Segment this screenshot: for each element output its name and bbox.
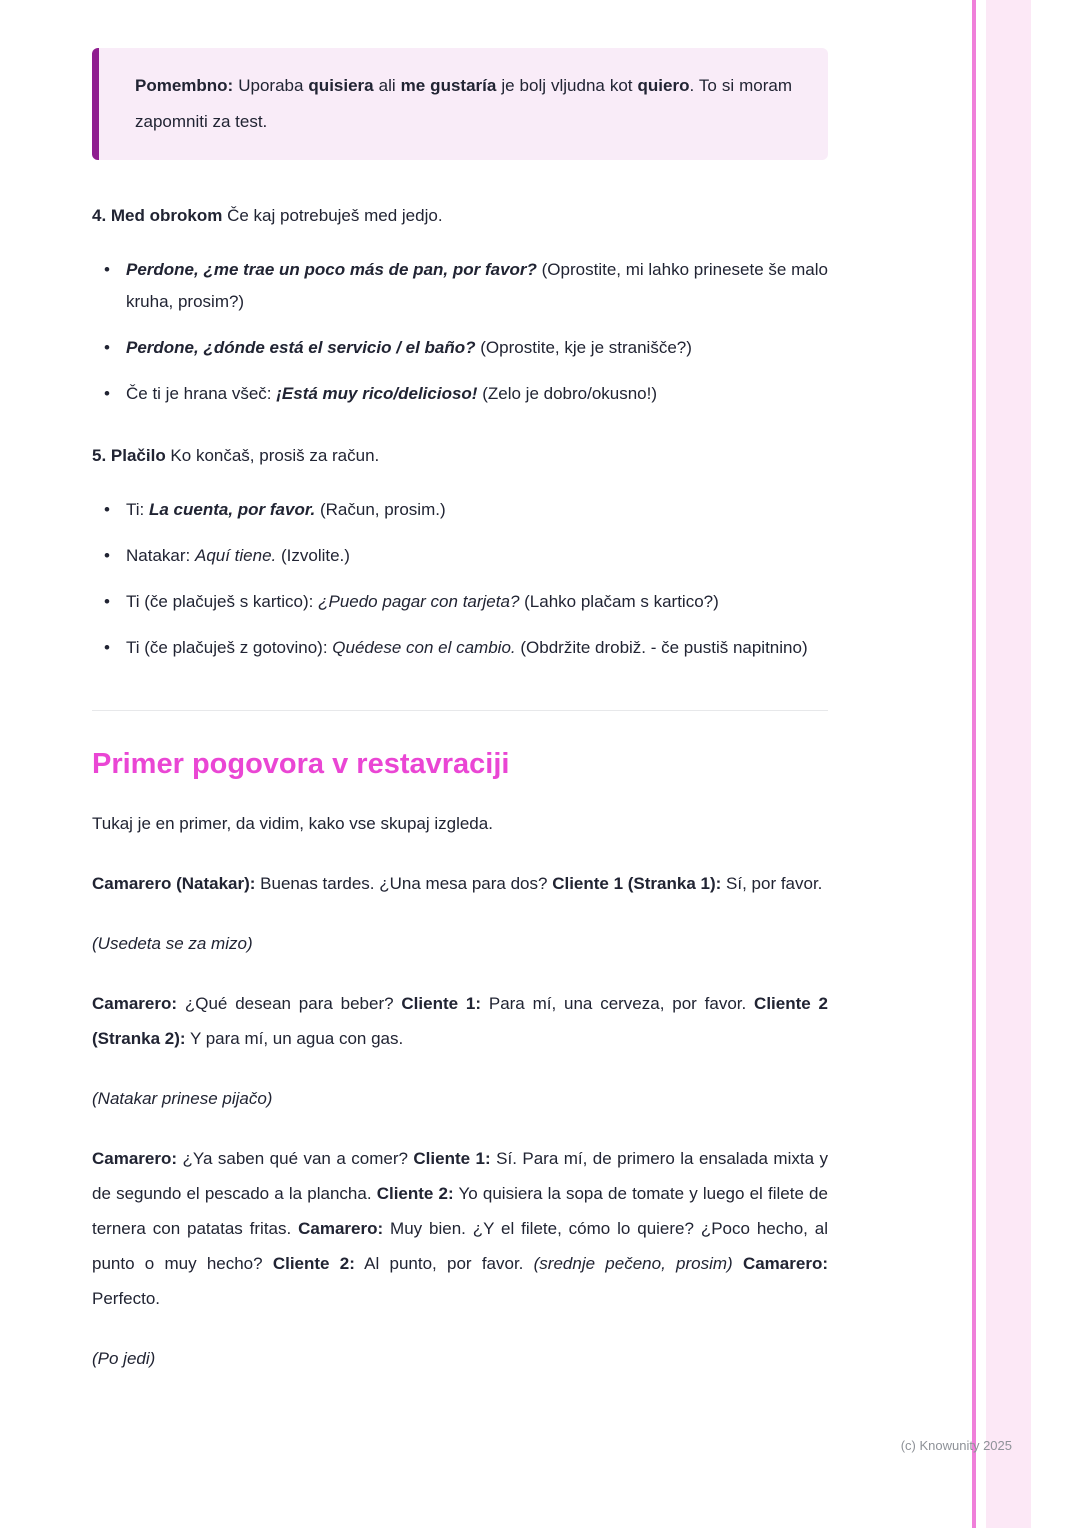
stage-direction: (Usedeta se za mizo) [92,934,253,953]
section-4-list [92,254,828,410]
stage-direction: (Po jedi) [92,1349,156,1368]
content-divider [92,710,828,711]
section-5-heading: 5. Plačilo Ko končaš, prosiš za račun. [92,446,380,465]
section-5-list [92,494,828,664]
document-content [92,0,828,1376]
list-item: • Če ti je hrana všeč: ¡Está muy rico/delicioso! (Zelo je dobro/okusno!) [104,378,828,410]
section-4-heading: 4. Med obrokom Če kaj potrebuješ med jedjo. [92,206,443,225]
dialogue-paragraph: Camarero (Natakar): Buenas tardes. ¿Una mesa para dos? Cliente 1 (Stranka 1): Sí, por favor. [92,874,823,893]
right-accent-band [986,0,1031,1528]
important-callout [92,48,828,160]
dialogue-heading: Primer pogovora v restavraciji [92,748,510,780]
list-item: • Natakar: Aquí tiene. (Izvolite.) [104,540,828,572]
dialogue-paragraph: Camarero: ¿Qué desean para beber? Cliente 1: Para mí, una cerveza, por favor. Cliente 2 (Stranka 2): Y para mí, un agua con gas. [92,994,828,1048]
callout-text: Pomembno: Uporaba quisiera ali me gustaría je bolj vljudna kot quiero. To si moram zapomniti za test. [135,76,792,131]
list-item: • Perdone, ¿me trae un poco más de pan, por favor? (Oprostite, mi lahko prinesete še malo kruha, prosim?) [104,254,828,318]
copyright-notice: (c) Knowunity 2025 [900,1438,1012,1453]
stage-direction: (Natakar prinese pijačo) [92,1089,273,1108]
list-item: • Ti: La cuenta, por favor. (Račun, prosim.) [104,494,828,526]
list-item: • Ti (če plačuješ z gotovino): Quédese con el cambio. (Obdržite drobiž. - če pustiš napitnino) [104,632,828,664]
list-item: • Perdone, ¿dónde está el servicio / el baño? (Oprostite, kje je stranišče?) [104,332,828,364]
dialogue-section [92,747,828,1376]
list-item: • Ti (če plačuješ s kartico): ¿Puedo pagar con tarjeta? (Lahko plačam s kartico?) [104,586,828,618]
dialogue-paragraph: Camarero: ¿Ya saben qué van a comer? Cliente 1: Sí. Para mí, de primero la ensalada mixta y de segundo el pescado a la plancha. Cliente 2: Yo quisiera la sopa de tomate y luego el filete de ternera con patatas fritas. Camarero: Muy bien. ¿Y el filete, cómo lo quiere? ¿Poco hecho, al punto o muy hecho? Cliente 2: Al punto, por favor. (srednje pečeno, prosim) Camarero: Perfecto. [92,1149,828,1308]
right-accent-line [972,0,976,1528]
dialogue-intro: Tukaj je en primer, da vidim, kako vse skupaj izgleda. [92,814,493,833]
